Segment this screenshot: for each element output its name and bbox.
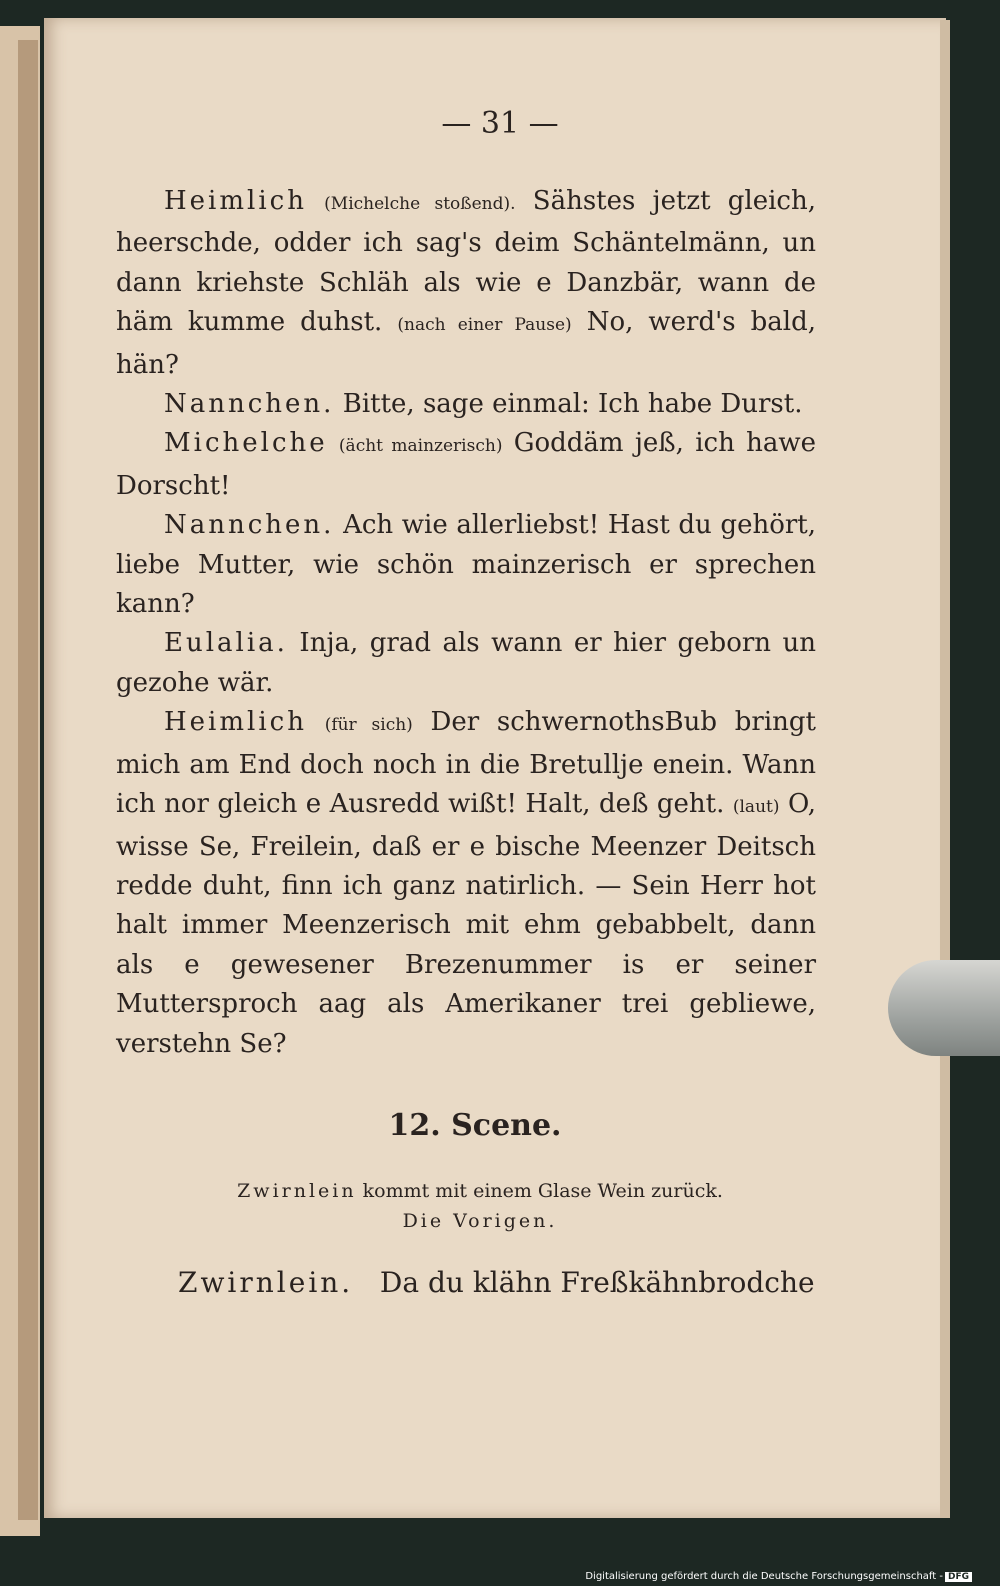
speech: Bitte, sage einmal: Ich habe Durst. <box>334 389 803 420</box>
speaker-name: Zwirnlein <box>237 1180 357 1202</box>
stage-text: kommt mit einem Glase Wein zurück. <box>356 1180 723 1202</box>
stage-direction: (Michelche stoßend). <box>324 194 516 214</box>
stage-direction: (laut) <box>732 797 780 818</box>
speech: Sähstes jetzt gleich, heerschde, odder ich sag's deim Schäntelmänn, un dann kriehste Schläh als wie e Danzbär, wann de häm kumme duhst. <box>116 186 817 338</box>
stage-line-1 <box>140 1176 820 1206</box>
speech: Der schwernothsBub bringt mich am End doch noch in die Bretullje enein. Wann ich nor gleich e Ausredd wißt! Halt, deß geht. <box>116 707 816 820</box>
speech: No, werd's bald, hän? <box>116 307 816 380</box>
speaker-name: Eulalia. <box>164 628 288 659</box>
speaker-name: Michelche <box>164 428 328 459</box>
book-gutter <box>18 40 38 1520</box>
speech: Da du klähn Freßkähnbrodche <box>353 1266 815 1299</box>
speaker-name: Nannchen. <box>164 510 335 541</box>
speaker-name: Heimlich <box>164 186 307 216</box>
speech: Ach wie allerliebst! Hast du gehört, liebe Mutter, wie schön mainzerisch er sprechen kann? <box>116 510 816 620</box>
speech: Goddäm jeß, ich hawe Dorscht! <box>116 428 816 501</box>
page-right-edge <box>940 20 950 1518</box>
paragraph-nannchen-2 <box>116 506 816 624</box>
speech: O, wisse Se, Freilein, daß er e bische Meenzer Deitsch redde duht, finn ich ganz natirlich. — Sein Herr hot halt immer Meenzerisch mit ehm gebabbelt, dann als e gewesener Brezenummer is er seiner Muttersproch aag als Amerikaner trei gebliewe, verstehn Se? <box>116 789 817 1059</box>
digitization-footer <box>585 1571 972 1582</box>
page-number: — 31 — <box>441 106 559 141</box>
dfg-logo: DFG <box>945 1572 972 1582</box>
speech: Inja, grad als wann er hier geborn un gezohe wär. <box>116 628 816 698</box>
dialogue-text <box>116 182 816 1064</box>
paragraph-heimlich-1 <box>116 182 816 385</box>
page-marker-tab <box>888 960 1000 1056</box>
paragraph-eulalia <box>116 624 816 703</box>
footer-text: Digitalisierung gefördert durch die Deutsche Forschungsgemeinschaft - <box>585 1571 943 1582</box>
stage-direction: (ächt mainzerisch) <box>338 436 503 457</box>
scene-heading: 12. Scene. <box>388 1108 562 1143</box>
dialogue-last-line <box>178 1266 828 1299</box>
stage-directions <box>140 1176 820 1236</box>
stage-direction: (für sich) <box>324 715 413 736</box>
speaker-name: Heimlich <box>164 707 307 738</box>
speaker-name: Nannchen. <box>164 389 335 420</box>
paragraph-nannchen-1 <box>116 385 816 424</box>
paragraph-heimlich-2 <box>116 703 816 1064</box>
paragraph-michelche <box>116 424 816 506</box>
stage-line-2: Die Vorigen. <box>402 1210 558 1232</box>
speaker-name: Zwirnlein. <box>178 1266 354 1299</box>
stage-direction: (nach einer Pause) <box>397 315 572 336</box>
